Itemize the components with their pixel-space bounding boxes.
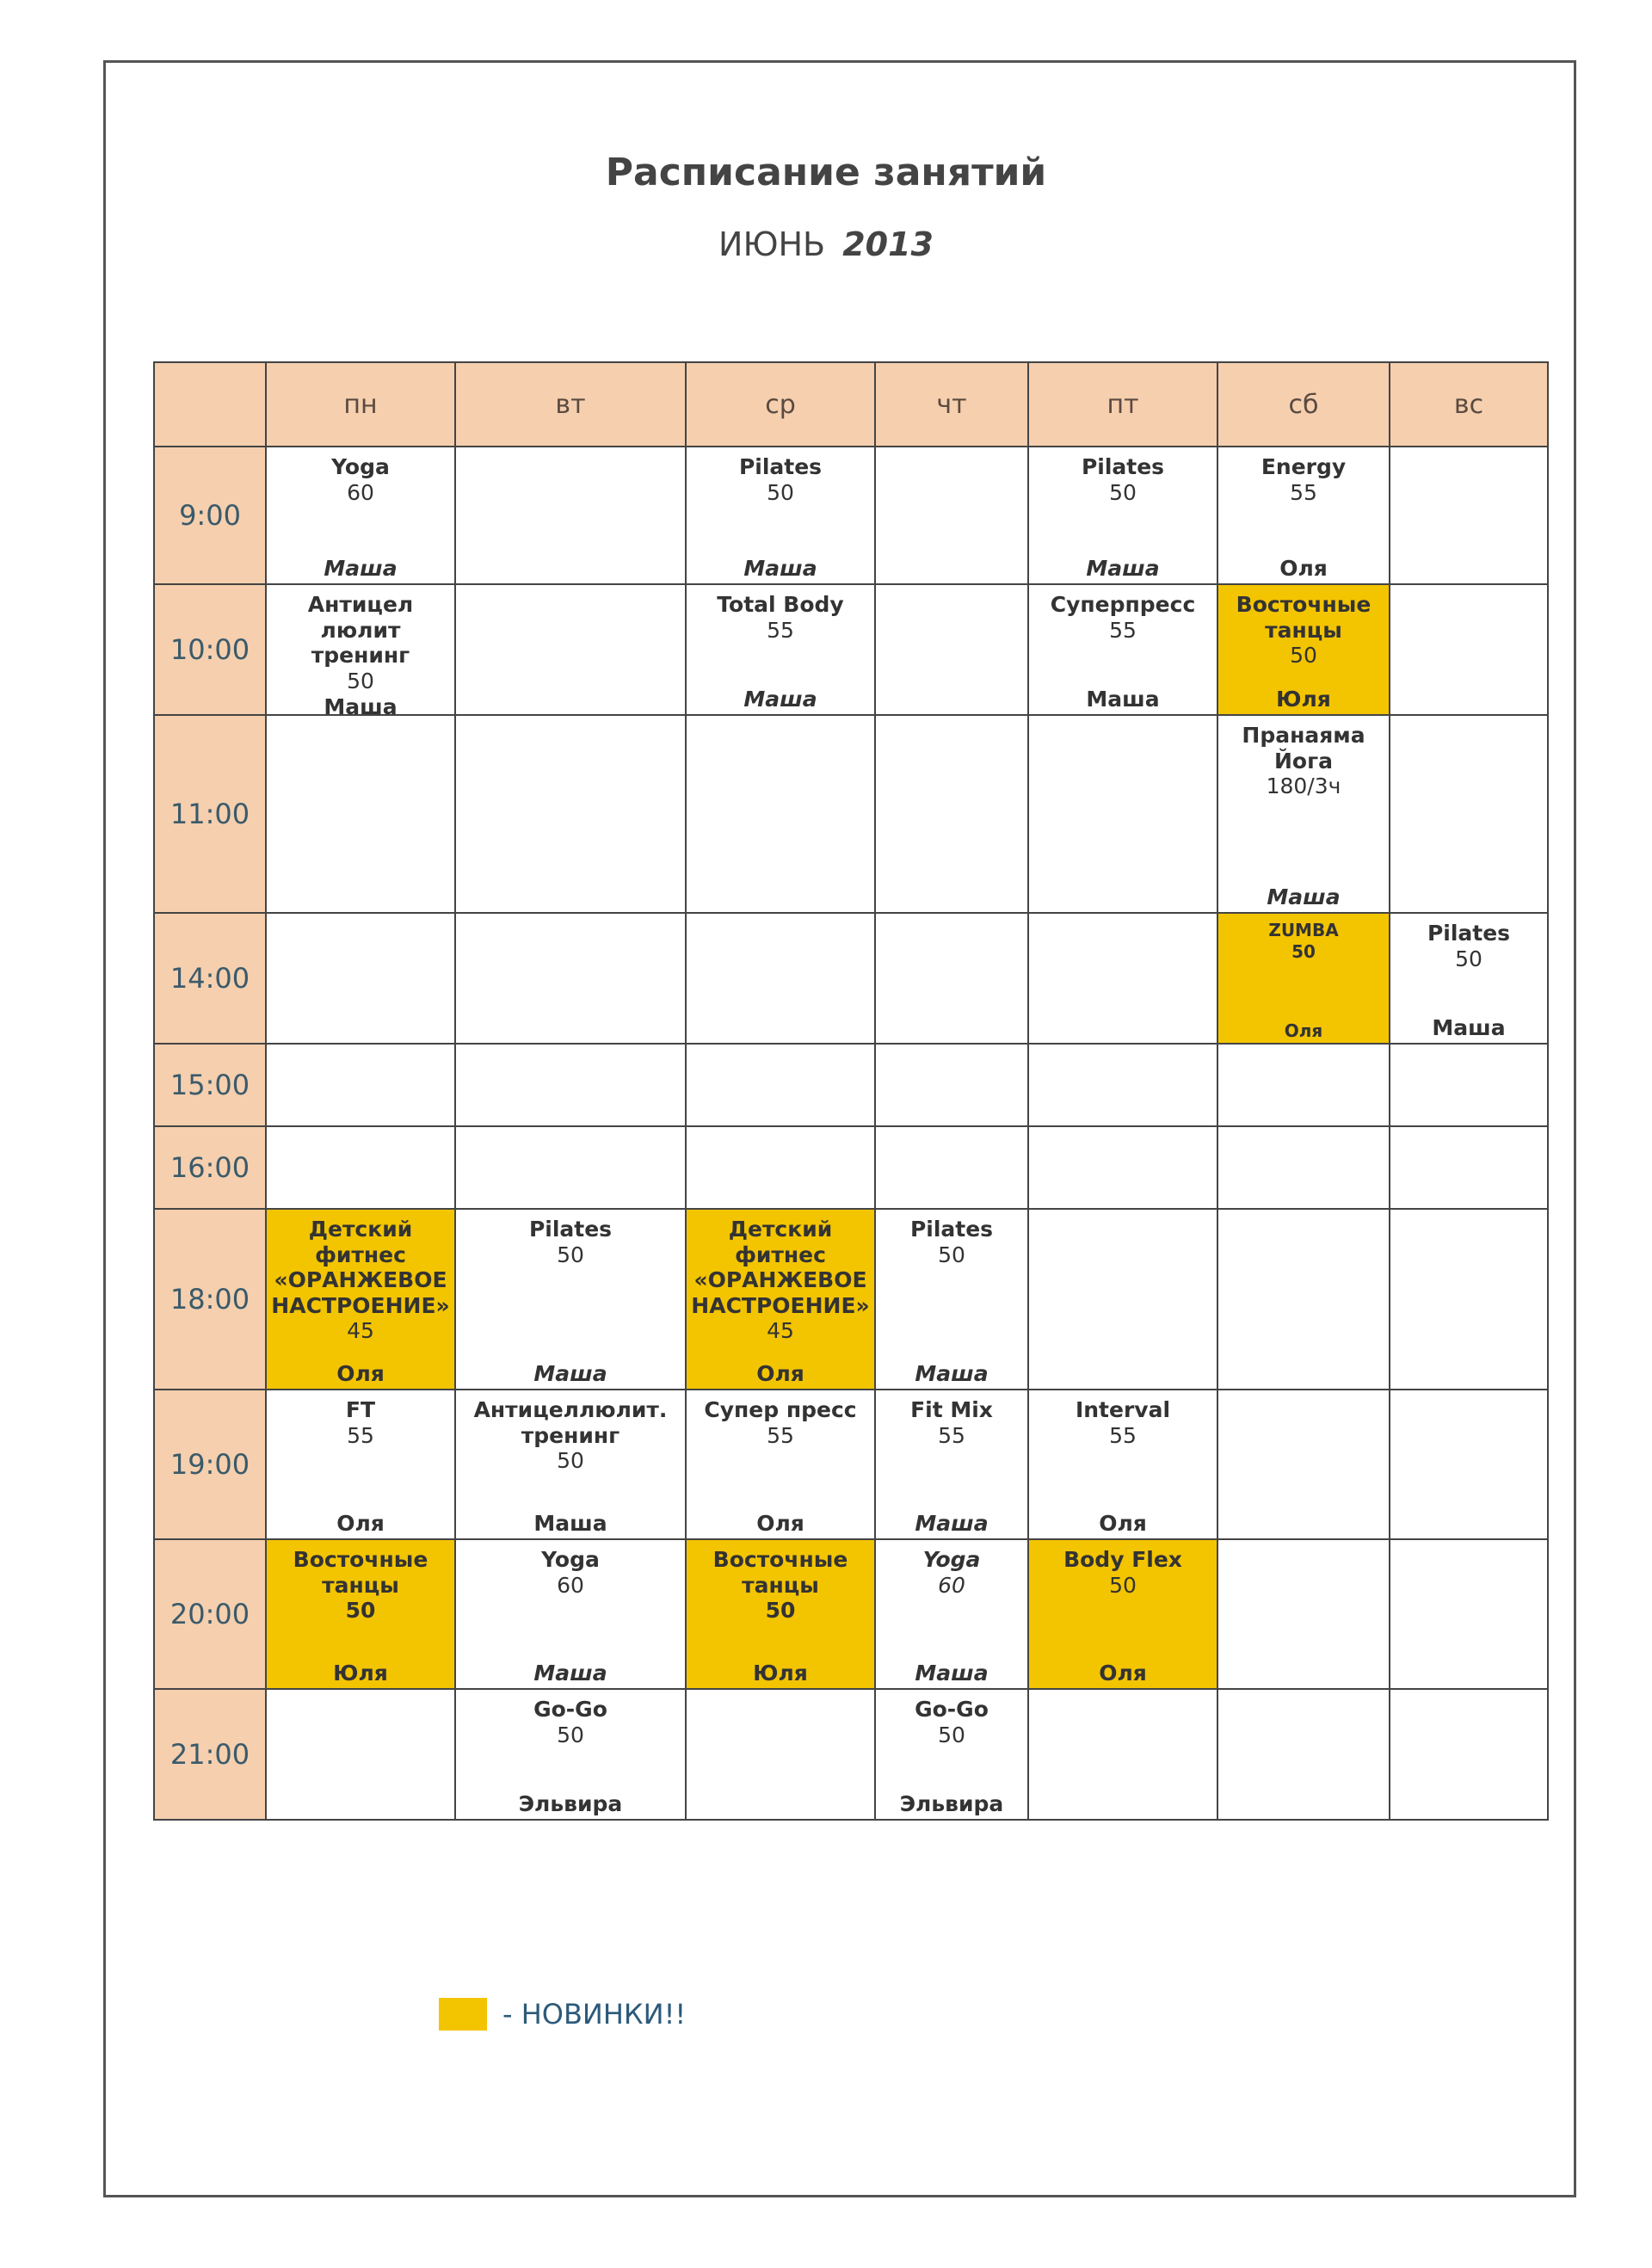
class-duration: 45	[767, 1318, 794, 1343]
class-name: Pilates	[738, 454, 823, 479]
class-name: Interval	[1075, 1397, 1171, 1422]
legend-label: - НОВИНКИ!!	[502, 1998, 687, 2031]
class-cell	[686, 1209, 875, 1390]
empty-cell	[1028, 1689, 1217, 1820]
empty-cell	[266, 913, 455, 1044]
class-trainer: Маша	[915, 1661, 989, 1686]
class-cell	[1217, 447, 1390, 584]
empty-cell	[875, 913, 1028, 1044]
class-trainer: Маша	[1086, 556, 1160, 581]
schedule-row	[154, 1209, 1548, 1390]
class-name: Детский фитнес «ОРАНЖЕВОЕ НАСТРОЕНИЕ»	[691, 1217, 870, 1318]
empty-cell	[266, 1126, 455, 1209]
class-duration: 50	[1455, 946, 1482, 971]
class-name: Pilates	[528, 1217, 613, 1242]
class-trainer: Оля	[1284, 1020, 1323, 1041]
corner-cell	[154, 362, 266, 447]
page-subtitle	[0, 225, 1652, 263]
class-trainer: Оля	[756, 1361, 804, 1386]
schedule-row	[154, 447, 1548, 584]
day-header: вс	[1390, 362, 1548, 447]
class-duration: 50	[765, 1598, 796, 1623]
class-name: Total Body	[717, 592, 844, 617]
class-cell	[266, 1539, 455, 1689]
empty-cell	[1217, 1539, 1390, 1689]
class-name: Fit Mix	[910, 1397, 993, 1422]
empty-cell	[686, 1689, 875, 1820]
class-trainer: Эльвира	[899, 1791, 1004, 1816]
class-cell	[1028, 1539, 1217, 1689]
class-duration: 50	[1109, 1572, 1137, 1598]
class-duration: 50	[767, 479, 794, 505]
class-trainer: Маша	[915, 1361, 989, 1386]
empty-cell	[1390, 1689, 1548, 1820]
schedule-row	[154, 1539, 1548, 1689]
time-label: 9:00	[154, 447, 266, 584]
class-cell	[455, 1390, 686, 1539]
empty-cell	[1028, 913, 1217, 1044]
schedule-row	[154, 1126, 1548, 1209]
class-duration: 50	[347, 668, 374, 693]
class-trainer: Оля	[336, 1511, 385, 1536]
class-trainer: Маша	[743, 687, 817, 712]
class-cell	[455, 1689, 686, 1820]
class-name: Pilates	[909, 1217, 994, 1242]
class-cell	[1217, 913, 1390, 1044]
class-name: Суперпресс	[1050, 592, 1196, 617]
class-duration: 55	[938, 1422, 965, 1448]
class-cell	[455, 1209, 686, 1390]
class-name: Восточные танцы	[712, 1547, 848, 1598]
class-duration: 50	[1290, 643, 1317, 668]
class-name: Антицел люлит тренинг	[307, 592, 414, 668]
class-trainer: Юля	[1276, 687, 1331, 712]
class-duration: 50	[938, 1722, 965, 1747]
empty-cell	[1217, 1126, 1390, 1209]
empty-cell	[686, 1044, 875, 1126]
class-trainer: Маша	[915, 1511, 989, 1536]
class-name: Go-Go	[915, 1697, 989, 1722]
empty-cell	[266, 715, 455, 913]
empty-cell	[875, 715, 1028, 913]
empty-cell	[1217, 1390, 1390, 1539]
class-cell	[686, 1390, 875, 1539]
class-trainer: Оля	[756, 1511, 804, 1536]
class-cell	[875, 1390, 1028, 1539]
class-cell	[875, 1689, 1028, 1820]
day-header: ср	[686, 362, 875, 447]
class-cell	[1217, 715, 1390, 913]
empty-cell	[266, 1044, 455, 1126]
empty-cell	[1028, 715, 1217, 913]
legend	[439, 1998, 686, 2031]
class-cell	[686, 447, 875, 584]
class-cell	[455, 1539, 686, 1689]
empty-cell	[1390, 1126, 1548, 1209]
empty-cell	[875, 1126, 1028, 1209]
class-name: Body Flex	[1063, 1547, 1182, 1572]
class-name: ZUMBA	[1268, 920, 1339, 940]
schedule-row	[154, 1044, 1548, 1126]
schedule-row	[154, 715, 1548, 913]
empty-cell	[455, 715, 686, 913]
day-header: сб	[1217, 362, 1390, 447]
class-duration: 50	[1109, 479, 1137, 505]
empty-cell	[1028, 1209, 1217, 1390]
schedule-row	[154, 584, 1548, 715]
class-name: Pilates	[1427, 921, 1511, 946]
class-duration: 55	[767, 1422, 794, 1448]
class-name: Детский фитнес «ОРАНЖЕВОЕ НАСТРОЕНИЕ»	[271, 1217, 450, 1318]
schedule-table	[153, 361, 1549, 1821]
class-duration: 55	[1109, 1422, 1137, 1448]
schedule-row	[154, 1689, 1548, 1820]
class-name: Антицеллюлит. тренинг	[473, 1397, 668, 1448]
class-cell	[875, 1539, 1028, 1689]
empty-cell	[875, 1044, 1028, 1126]
class-duration: 50	[557, 1722, 584, 1747]
class-name: Yoga	[922, 1547, 981, 1572]
time-label: 19:00	[154, 1390, 266, 1539]
empty-cell	[455, 913, 686, 1044]
empty-cell	[1390, 584, 1548, 715]
empty-cell	[1390, 715, 1548, 913]
empty-cell	[875, 447, 1028, 584]
empty-cell	[455, 1044, 686, 1126]
class-trainer: Оля	[1099, 1661, 1147, 1686]
class-cell	[686, 584, 875, 715]
class-cell	[266, 1209, 455, 1390]
class-duration: 60	[557, 1572, 584, 1598]
subtitle-year: 2013	[842, 225, 934, 263]
empty-cell	[686, 715, 875, 913]
class-name: Супер пресс	[704, 1397, 857, 1422]
empty-cell	[1390, 1044, 1548, 1126]
class-name: Восточные танцы	[1236, 592, 1372, 643]
day-header: пн	[266, 362, 455, 447]
class-duration: 50	[557, 1448, 584, 1473]
class-trainer: Маша	[1086, 687, 1160, 712]
empty-cell	[1028, 1044, 1217, 1126]
class-trainer: Маша	[533, 1511, 607, 1536]
class-cell	[686, 1539, 875, 1689]
class-name: Pilates	[1081, 454, 1165, 479]
class-cell	[1028, 584, 1217, 715]
class-duration: 55	[347, 1422, 374, 1448]
class-name: Energy	[1261, 454, 1347, 479]
class-cell	[1028, 1390, 1217, 1539]
time-label: 21:00	[154, 1689, 266, 1820]
class-duration: 60	[938, 1572, 965, 1598]
class-duration: 55	[1290, 479, 1317, 505]
class-cell	[1028, 447, 1217, 584]
time-label: 20:00	[154, 1539, 266, 1689]
empty-cell	[455, 1126, 686, 1209]
page-title: Расписание занятий	[605, 151, 1047, 194]
empty-cell	[1390, 1539, 1548, 1689]
empty-cell	[1217, 1209, 1390, 1390]
class-cell	[875, 1209, 1028, 1390]
empty-cell	[1390, 1209, 1548, 1390]
empty-cell	[686, 1126, 875, 1209]
empty-cell	[1028, 1126, 1217, 1209]
class-trainer: Маша	[743, 556, 817, 581]
class-name: Восточные танцы	[293, 1547, 428, 1598]
class-trainer: Эльвира	[518, 1791, 623, 1816]
empty-cell	[455, 584, 686, 715]
empty-cell	[455, 447, 686, 584]
class-cell	[266, 447, 455, 584]
class-duration: 55	[767, 617, 794, 643]
day-header-row	[154, 362, 1548, 447]
time-label: 11:00	[154, 715, 266, 913]
class-duration: 50	[345, 1598, 376, 1623]
class-trainer: Оля	[1099, 1511, 1147, 1536]
class-trainer: Маша	[533, 1661, 607, 1686]
day-header: чт	[875, 362, 1028, 447]
subtitle-month: ИЮНЬ	[718, 225, 826, 263]
legend-swatch	[439, 1998, 487, 2031]
class-name: Пранаяма Йога	[1242, 723, 1365, 773]
day-header: вт	[455, 362, 686, 447]
class-duration: 55	[1109, 617, 1137, 643]
empty-cell	[1390, 447, 1548, 584]
class-cell	[266, 1390, 455, 1539]
class-name: Yoga	[541, 1547, 600, 1572]
class-trainer: Юля	[753, 1661, 808, 1686]
class-name: Yoga	[331, 454, 390, 479]
class-trainer: Маша	[324, 693, 398, 715]
class-trainer: Маша	[324, 556, 398, 581]
schedule-row	[154, 913, 1548, 1044]
schedule-row	[154, 1390, 1548, 1539]
class-cell	[1390, 913, 1548, 1044]
class-trainer: Маша	[533, 1361, 607, 1386]
class-duration: 50	[557, 1242, 584, 1267]
empty-cell	[686, 913, 875, 1044]
class-trainer: Оля	[1279, 556, 1328, 581]
class-duration: 60	[347, 479, 374, 505]
class-name: Go-Go	[533, 1697, 607, 1722]
class-duration: 50	[1291, 940, 1316, 962]
class-cell	[1217, 584, 1390, 715]
time-label: 14:00	[154, 913, 266, 1044]
day-header: пт	[1028, 362, 1217, 447]
time-label: 15:00	[154, 1044, 266, 1126]
class-trainer: Оля	[336, 1361, 385, 1386]
class-duration: 45	[347, 1318, 374, 1343]
empty-cell	[875, 584, 1028, 715]
time-label: 18:00	[154, 1209, 266, 1390]
empty-cell	[266, 1689, 455, 1820]
time-label: 10:00	[154, 584, 266, 715]
empty-cell	[1390, 1390, 1548, 1539]
class-trainer: Маша	[1432, 1015, 1506, 1040]
class-duration: 50	[938, 1242, 965, 1267]
class-duration: 180/3ч	[1266, 773, 1341, 798]
empty-cell	[1217, 1044, 1390, 1126]
empty-cell	[1217, 1689, 1390, 1820]
class-cell	[266, 584, 455, 715]
time-label: 16:00	[154, 1126, 266, 1209]
class-trainer: Юля	[333, 1661, 388, 1686]
class-trainer: Маша	[1267, 884, 1341, 909]
class-name: FT	[345, 1397, 376, 1422]
